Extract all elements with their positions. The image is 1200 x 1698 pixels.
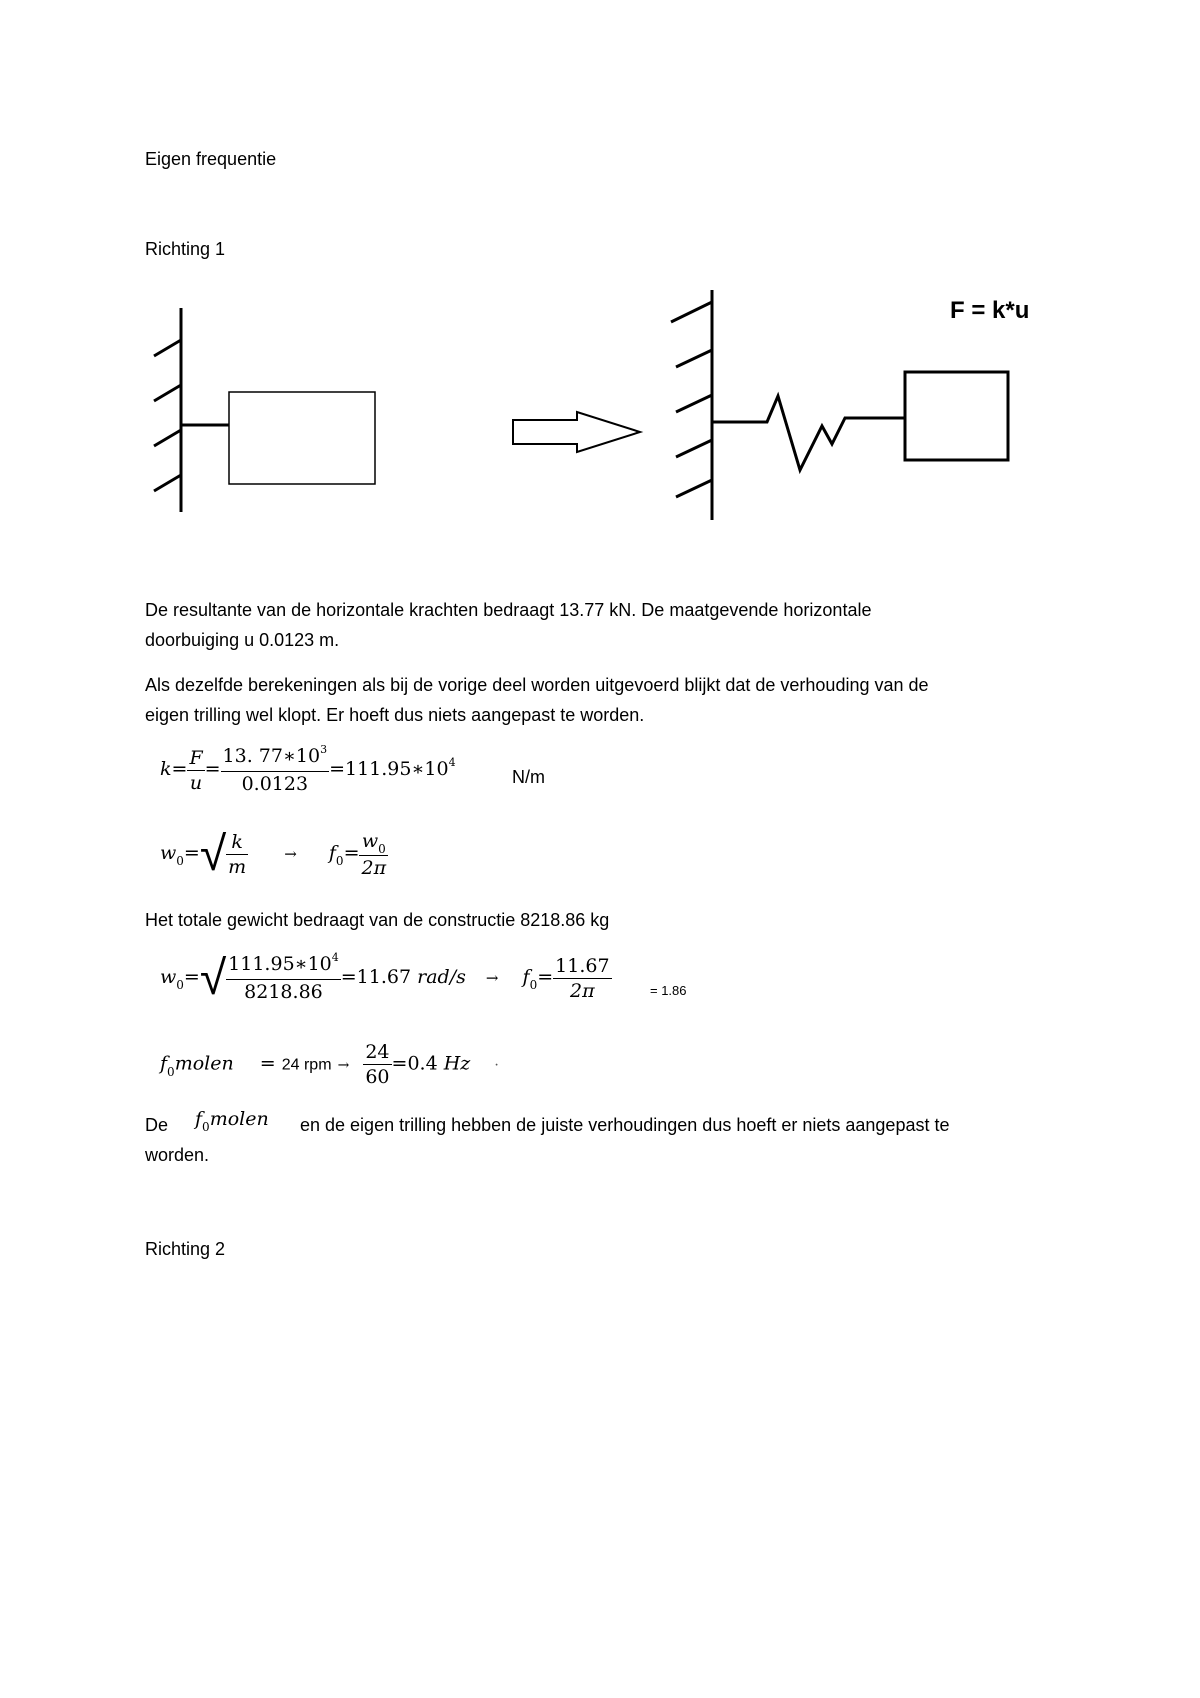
transform-arrow bbox=[513, 412, 640, 452]
equation-numeric-frequency: $w_0=√$ $\frac{111.95∗10^4}{8218.86}$ =11.67 $rad/s \to f_0=$ $\frac{11.67}{2\pi}$ bbox=[160, 950, 610, 1006]
stiffness-unit: N/m bbox=[512, 767, 545, 787]
inline-f0-molen: $f_0molen$ bbox=[195, 1108, 269, 1134]
mass-block-right bbox=[905, 372, 1008, 460]
paragraph-4-prefix: De bbox=[145, 1115, 169, 1135]
paragraph-4-line-2: worden. bbox=[145, 1145, 210, 1165]
frequency-value: = 1.86 bbox=[650, 983, 687, 998]
paragraph-2-line-2: eigen trilling wel klopt. Er hoeft dus niets aangepast te worden. bbox=[145, 705, 645, 725]
left-fixed-wall bbox=[154, 308, 229, 512]
paragraph-4-line-1: en de eigen trilling hebben de juiste verhoudingen dus hoeft er niets aangepast te bbox=[300, 1115, 950, 1135]
formula-label: F = k*u bbox=[950, 297, 1030, 324]
section-title-richting-1: Richting 1 bbox=[145, 239, 226, 259]
paragraph-2-line-1: Als dezelfde berekeningen als bij de vorige deel worden uitgevoerd blijkt dat de verhouding van de bbox=[145, 675, 929, 695]
equation-stiffness: k= $\frac{F}{u}$ = $\frac{13. 77∗10^3}{0.0123}$ $=111.95∗10^4$ bbox=[160, 743, 456, 795]
page-heading: Eigen frequentie bbox=[145, 149, 277, 169]
equation-mill-frequency: $f_0molen = 24$ rpm → $\frac{24}{60}$ =0.4 Hz · bbox=[160, 1041, 499, 1088]
section-title-richting-2: Richting 2 bbox=[145, 1239, 226, 1259]
paragraph-1-line-1: De resultante van de horizontale krachten bedraagt 13.77 kN. De maatgevende horizontale bbox=[145, 600, 872, 620]
equation-general-frequency: $w_0=√$ $\frac{k}{m}$ → $f_0=$ $\frac{w_0}{2\pi}$ bbox=[160, 826, 387, 882]
spring bbox=[712, 396, 905, 470]
paragraph-3: Het totale gewicht bedraagt van de constructie 8218.86 kg bbox=[145, 910, 610, 930]
paragraph-1-line-2: doorbuiging u 0.0123 m. bbox=[145, 630, 340, 650]
mass-block-left bbox=[229, 392, 375, 484]
mass-spring-diagram bbox=[140, 280, 1060, 530]
right-fixed-wall bbox=[671, 290, 712, 520]
